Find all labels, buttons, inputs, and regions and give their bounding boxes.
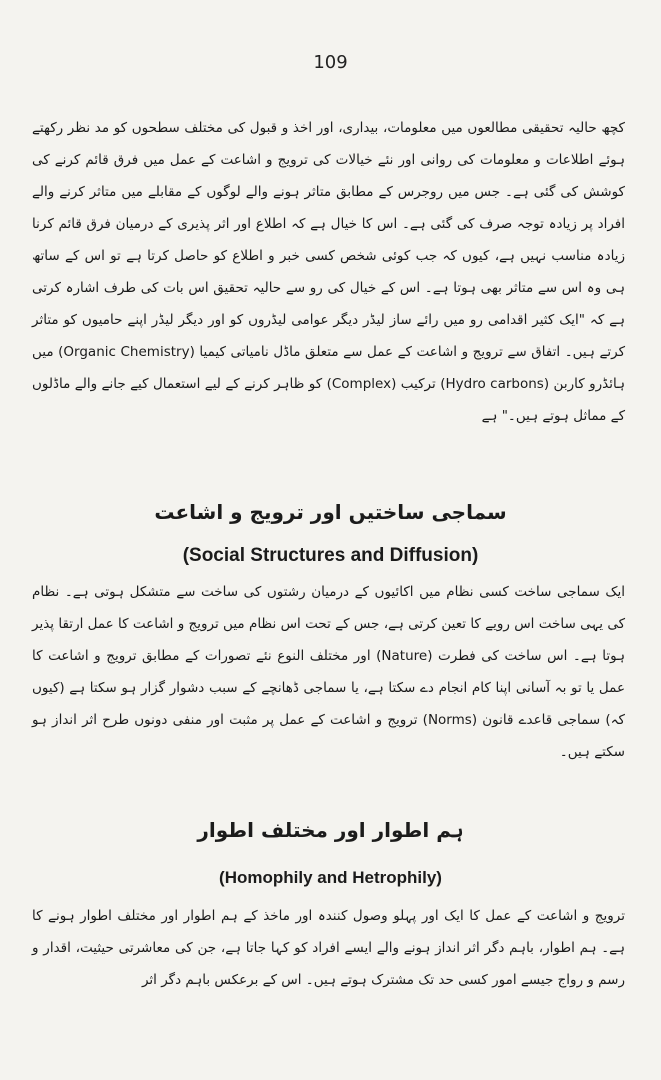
section-heading-urdu-social-structures: سماجی ساختیں اور ترویج و اشاعت (154, 500, 507, 524)
section-heading-english-homophily: (Homophily and Hetrophily) (219, 868, 442, 887)
homophily-paragraph: ترویج و اشاعت کے عمل کا ایک اور پہلو وصول کنندہ اور ماخذ کے ہم اطوار اور مختلف اطوار ہونے کا ہے۔ ہم اطوار، باہم دگر اثر انداز ہونے والے ایسے افراد کو کہا جاتا ہے، جن کی معاشرتی حیثیت، اقدار و رسم و رواج جیسے امور کسی حد تک مشترک ہوتے ہیں۔ اس کے برعکس باہم دگر اثر (32, 908, 625, 988)
page-number: 109 (313, 52, 348, 73)
intro-paragraph: کچھ حالیہ تحقیقی مطالعوں میں معلومات، بیداری، اور اخذ و قبول کی مختلف سطحوں کو مد نظر رکھتے ہوئے اطلاعات و معلومات کی روانی اور نئے خیالات کی ترویج و اشاعت کے عمل میں فرق قائم کرنے کی کوشش کی گئی ہے۔ جس میں روجرس کے مطابق متاثر ہونے والے لوگوں کے مقابلے میں متاثر کرنے والے افراد پر زیادہ توجہ صرف کی گئی ہے۔ اس کا خیال ہے کہ اطلاع اور اثر پذیری کے درمیان فرق قائم کرنا زیادہ مناسب نہیں ہے، کیوں کہ جب کوئی شخص کسی خبر و اطلاع کو حاصل کرتا ہے تو اس کے ساتھ ہی وہ اس سے متاثر بھی ہوتا ہے۔ اس کے خیال کی رو سے حالیہ تحقیق اس بات کی طرف اشارہ کرتی ہے کہ "ایک کثیر اقدامی رو میں رائے ساز لیڈر دیگر عوامی لیڈروں کو اور دیگر لیڈر اپنے حامیوں کو متاثر کرتے ہیں۔ اتفاق سے ترویج و اشاعت کے عمل سے متعلق ماڈل نامیاتی کیمیا (Organic Chemistry) میں ہائڈرو کاربن (Hydro carbons) ترکیب (Complex) کو ظاہر کرنے کے لیے استعمال کیے جانے والے ماڈلوں کے مماثل ہوتے ہیں۔" ہے (32, 120, 625, 424)
social-structures-paragraph: ایک سماجی ساخت کسی نظام میں اکائیوں کے درمیان رشتوں کی ساخت سے متشکل ہوتی ہے۔ نظام کی یہی ساخت اس رویے کا تعین کرتی ہے، جس کے تحت اس نظام میں ترویج و اشاعت کا عمل ارتقا پذیر ہوتا ہے۔ اس ساخت کی فطرت (Nature) اور مختلف النوع نئے تصورات کے مطابق ترویج و اشاعت کا عمل یا تو بہ آسانی اپنا کام انجام دے سکتا ہے، یا سماجی ڈھانچے کے سبب دشوار گزار ہو سکتا ہے (کیوں کہ) سماجی قاعدے قانون (Norms) ترویج و اشاعت کے عمل پر مثبت اور منفی دونوں طرح اثر انداز ہو سکتے ہیں۔ (32, 584, 625, 760)
section-heading-urdu-homophily: ہم اطوار اور مختلف اطوار (197, 818, 464, 842)
section-heading-english-social-structures: (Social Structures and Diffusion) (182, 545, 479, 566)
